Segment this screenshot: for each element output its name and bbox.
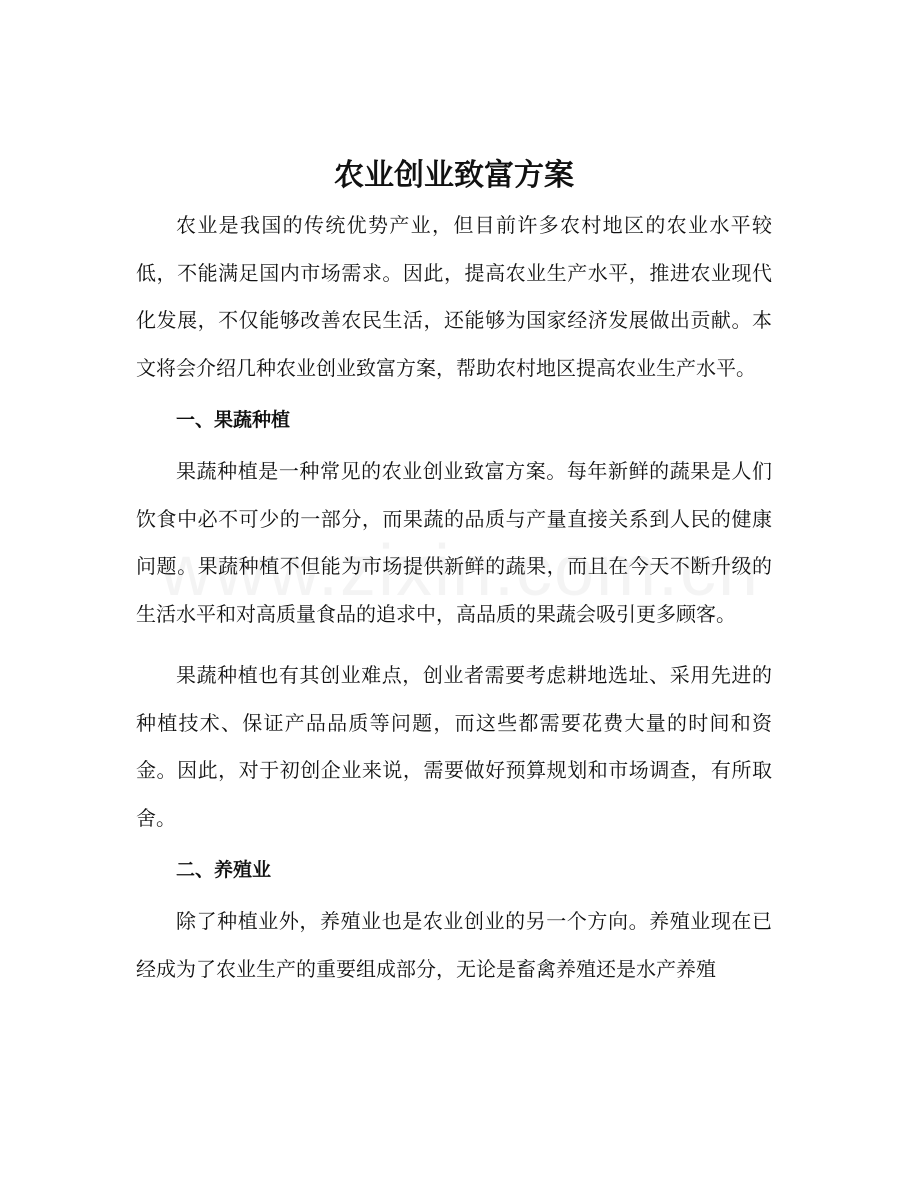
document-body	[136, 150, 772, 993]
section-heading-breeding: 二、养殖业	[176, 859, 272, 881]
intro-paragraph: 农业是我国的传统优势产业，但目前许多农村地区的农业水平较低，不能满足国内市场需求。因此，提高农业生产水平，推进农业现代化发展，不仅能够改善农民生活，还能够为国家经济发展做出贡献。本文将会介绍几种农业创业致富方案，帮助农村地区提高农业生产水平。	[136, 213, 772, 380]
section-paragraph: 果蔬种植也有其创业难点，创业者需要考虑耕地选址、采用先进的种植技术、保证产品品质等问题，而这些都需要花费大量的时间和资金。因此，对于初创企业来说，需要做好预算规划和市场调查，有所取舍。	[136, 663, 772, 830]
section-heading-fruit-vegetable: 一、果蔬种植	[176, 409, 291, 431]
page-title: 农业创业致富方案	[334, 158, 574, 193]
section-paragraph: 果蔬种植是一种常见的农业创业致富方案。每年新鲜的蔬果是人们饮食中必不可少的一部分，而果蔬的品质与产量直接关系到人民的健康问题。果蔬种植不但能为市场提供新鲜的蔬果，而且在今天不断升级的生活水平和对高质量食品的追求中，高品质的果蔬会吸引更多顾客。	[136, 459, 772, 626]
section-paragraph: 除了种植业外，养殖业也是农业创业的另一个方向。养殖业现在已经成为了农业生产的重要组成部分，无论是畜禽养殖还是水产养殖	[136, 909, 772, 981]
